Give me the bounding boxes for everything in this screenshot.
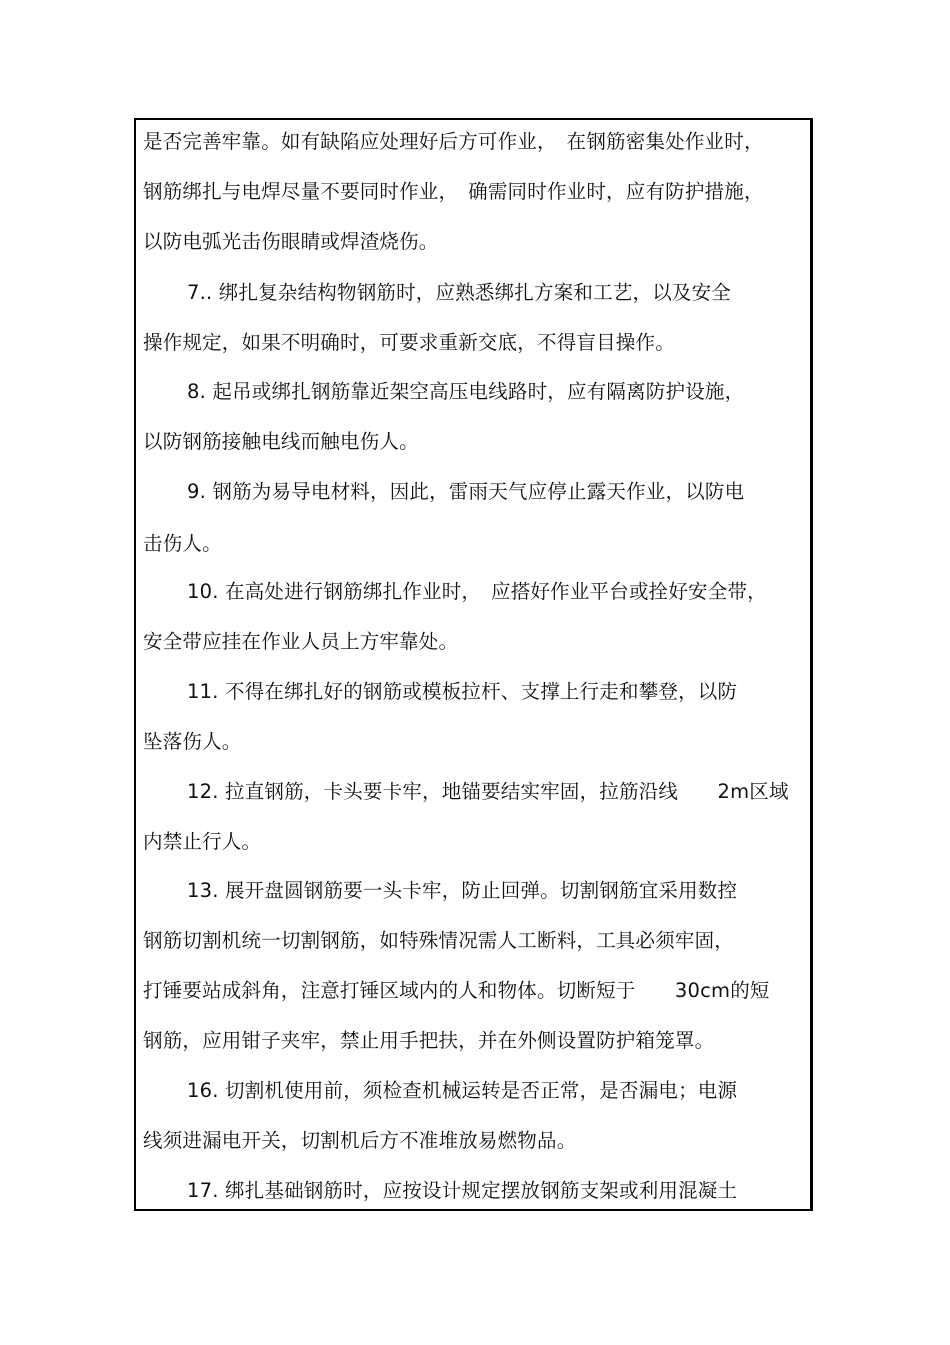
text-line: 是否完善牢靠。如有缺陷应处理好后方可作业， 在钢筋密集处作业时， (143, 130, 764, 153)
text-line: 操作规定，如果不明确时，可要求重新交底，不得盲目操作。 (143, 331, 675, 354)
text-line: 8. 起吊或绑扎钢筋靠近架空高压电线路时，应有隔离防护设施， (187, 380, 745, 403)
text-line: 击伤人。 (143, 532, 222, 555)
text-line: 9. 钢筋为易导电材料，因此，雷雨天气应停止露天作业，以防电 (187, 480, 745, 503)
text-line: 钢筋切割机统一切割钢筋，如特殊情况需人工断料，工具必须牢固， (143, 929, 735, 952)
text-line: 线须进漏电开关，切割机后方不准堆放易燃物品。 (143, 1129, 577, 1152)
text-line: 7.. 绑扎复杂结构物钢筋时，应熟悉绑扎方案和工艺，以及安全 (187, 281, 732, 304)
text-line: 12. 拉直钢筋，卡头要卡牢，地锚要结实牢固，拉筋沿线 2m区域 (187, 780, 789, 803)
text-line: 安全带应挂在作业人员上方牢靠处。 (143, 630, 459, 653)
text-line: 钢筋，应用钳子夹牢，禁止用手把扶，并在外侧设置防护箱笼罩。 (143, 1029, 715, 1052)
text-line: 打锤要站成斜角，注意打锤区域内的人和物体。切断短于 30cm的短 (143, 979, 770, 1002)
text-line: 以防电弧光击伤眼睛或焊渣烧伤。 (143, 230, 439, 253)
text-line: 17. 绑扎基础钢筋时，应按设计规定摆放钢筋支架或利用混凝土 (187, 1179, 738, 1202)
text-line: 坠落伤人。 (143, 730, 242, 753)
text-line: 钢筋绑扎与电焊尽量不要同时作业， 确需同时作业时，应有防护措施， (143, 180, 764, 203)
text-line: 10. 在高处进行钢筋绑扎作业时， 应搭好作业平台或拴好安全带， (187, 580, 767, 603)
text-line: 11. 不得在绑扎好的钢筋或模板拉杆、支撑上行走和攀登，以防 (187, 680, 738, 703)
text-line: 以防钢筋接触电线而触电伤人。 (143, 430, 419, 453)
text-line: 内禁止行人。 (143, 830, 262, 853)
text-line: 16. 切割机使用前，须检查机械运转是否正常，是否漏电；电源 (187, 1079, 738, 1102)
text-line: 13. 展开盘圆钢筋要一头卡牢，防止回弹。切割钢筋宜采用数控 (187, 879, 738, 902)
